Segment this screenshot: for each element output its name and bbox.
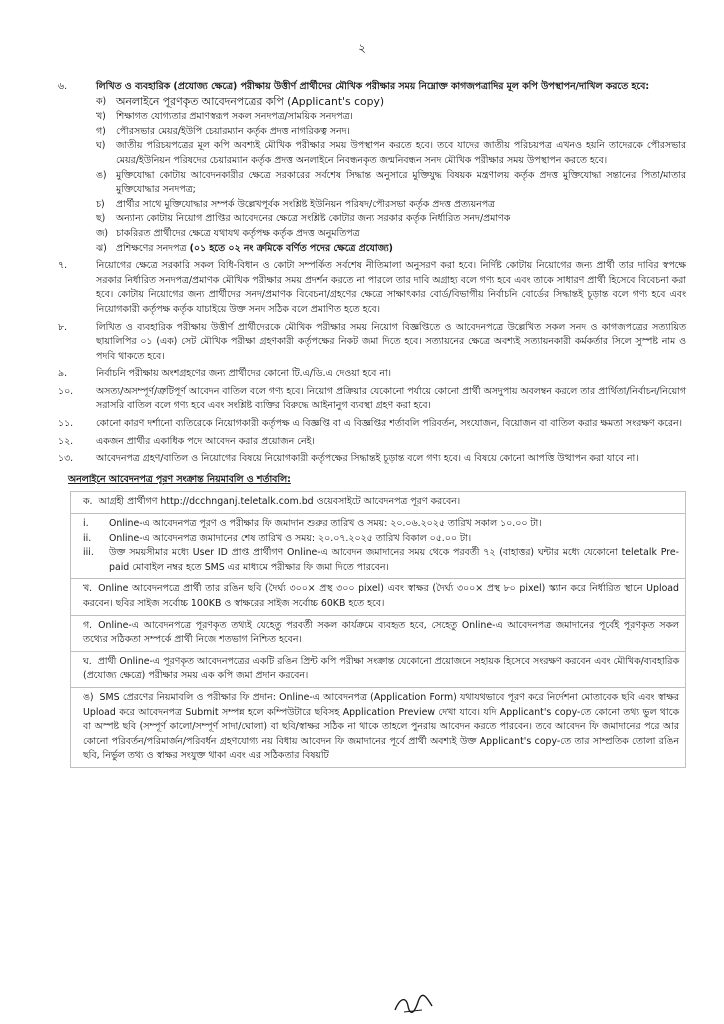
date-row <box>83 517 679 532</box>
sub-item <box>96 169 686 198</box>
clause-6 <box>52 80 686 256</box>
rule-text: SMS প্রেরণের নিয়মাবলি ও পরীক্ষার ফি প্রদান: Online-এ আবেদনপত্র (Application Form) যথাযথভাবে পূরণ করে নির্দেশনা মোতাবেক ছবি এবং স্বাক্ষর Upload করে আবেদনপত্র Submit সম্পন্ন হলে কম্পিউটারে ছবিসহ Application Preview দেখা যাবে। যদি Applicant's copy-তে কোনো তথ্য ভুল থাকে বা অস্পষ্ট ছবি (সম্পূর্ণ কালো/সম্পূর্ণ সাদা/ঘোলা) বা ছবি/স্বাক্ষর সঠিক না থাকে তাহলে পুনরায় আবেদন করতে পারবেন। তবে আবেদন ফি জমাদানের পরে আর কোনো পরিবর্তন/পরিমার্জন/পরিবর্ধন গ্রহণযোগ্য নয় বিধায় আবেদন ফি জমাদানের পূর্বে প্রার্থী অবশ্যই উক্ত Applicant's copy-তে তার সাম্প্রতিক তোলা রঙিন ছবি, নির্ভুল তথ্য ও স্বাক্ষর সংযুক্ত থাকা এবং এর সঠিকতার বিষয়টি <box>83 691 679 762</box>
sub-label: ঘ) <box>96 140 106 152</box>
sub-label: গ) <box>96 125 106 137</box>
sub-label: ঙ) <box>96 169 107 181</box>
rule-text: Online আবেদনপত্রে প্রার্থী তার রঙিন ছবি (দৈর্ঘ্য ৩০০× প্রস্থ ৩০০ pixel) এবং স্বাক্ষর (দৈর্ঘ্য ৩০০× প্রস্থ ৮০ pixel) স্ক্যান করে নির্ধারিত স্থানে Upload করবেন। ছবির সাইজ সর্বোচ্চ 100KB ও স্বাক্ষরের সাইজ সর্বোচ্চ 60KB হতে হবে। <box>83 583 679 609</box>
clause-text: নির্বাচনি পরীক্ষায় অংশগ্রহণের জন্য প্রার্থীদের কোনো টি.এ/ডি.এ দেওয়া হবে না। <box>96 368 392 380</box>
clause-text: আবেদনপত্র গ্রহণ/বাতিল ও নিয়োগের বিষয়ে নিয়োগকারী কর্তৃপক্ষের সিদ্ধান্তই চূড়ান্ত বলে গণ্য হবে। এ বিষয়ে কোনো আপত্তি উত্থাপন করা যাবে না। <box>96 453 639 465</box>
rules-heading: অনলাইনে আবেদনপত্র পূরণ সংক্রান্ত নিয়মাবলি ও শর্তাবলি: <box>68 473 291 485</box>
sub-item <box>96 139 686 168</box>
rule-label: গ. <box>83 619 93 631</box>
clause-11 <box>52 417 686 432</box>
clause-number: ১২. <box>58 435 74 447</box>
roman-label: iii. <box>83 547 94 559</box>
clause-number: ১০. <box>58 385 74 397</box>
sub-text: মুক্তিযোদ্ধা কোটায় আবেদনকারীর ক্ষেত্রে সরকারের সর্বশেষ সিদ্ধান্ত অনুসারে মুক্তিযুদ্ধ বিষয়ক মন্ত্রণালয় কর্তৃক প্রদত্ত মুক্তিযোদ্ধা সন্তানের পিতা/মাতার মুক্তিযোদ্ধার সনদপত্র; <box>116 169 686 196</box>
sub-label: ছ) <box>96 213 106 225</box>
date-row <box>83 546 679 575</box>
rule-text: Online-এ আবেদনপত্রে পূরণকৃত তথ্যই যেহেতু পরবর্তী সকল কার্যক্রমে ব্যবহৃত হবে, সেহেতু Online-এ আবেদনপত্র জমাদানের পূর্বেই পূরণকৃত সকল তথ্যের সঠিকতা সম্পর্কে প্রার্থী নিজে শতভাগ নিশ্চিত হবেন। <box>83 619 679 646</box>
roman-text: Online-এ আবেদনপত্র পূরণ ও পরীক্ষার ফি জমাদান শুরুর তারিখ ও সময়: ২০.০৬.২০২৫ তারিখ সকাল ১০.০০ টা। <box>109 518 542 530</box>
sub-label: চ) <box>96 198 105 210</box>
clause-text: লিখিত ও ব্যবহারিক (প্রযোজ্য ক্ষেত্রে) পরীক্ষায় উত্তীর্ণ প্রার্থীদের মৌখিক পরীক্ষার সময় নিম্নোক্ত কাগজপত্রাদির মূল কপি উপস্থাপন/দাখিল করতে হবে: <box>96 81 650 92</box>
sub-label: ক) <box>96 95 107 107</box>
clause-number: ৯. <box>58 368 68 380</box>
sub-label: খ) <box>96 111 106 123</box>
clause-number: ১১. <box>58 418 74 430</box>
sub-item <box>96 110 686 125</box>
rule-text: আগ্রহী প্রার্থীগণ http://dcchnganj.teletalk.com.bd ওয়েবসাইটে আবেদনপত্র পূরণ করবেন। <box>98 496 461 508</box>
sub-text-bold: (০১ হতে ০২ নং ক্রমিকে বর্ণিত পদের ক্ষেত্রে প্রযোজ্য) <box>186 242 393 254</box>
clause-8 <box>52 321 686 365</box>
sub-text: অন্যান্য কোটায় নিয়োগ প্রাপ্তির আবেদনের ক্ষেত্রে সংশ্লিষ্ট কোটার জন্য সরকার কর্তৃক নির্ধারিত সনদ/প্রমাণক <box>116 213 511 225</box>
clause-7 <box>52 259 686 317</box>
clause-text: নিয়োগের ক্ষেত্রে সরকারি সকল বিধি-বিধান ও কোটা সম্পর্কিত সর্বশেষ নীতিমালা অনুসরণ করা হবে। নির্দিষ্ট কোটায় নিয়োগের জন্য প্রার্থী তার দাবির স্বপক্ষে সরকার নির্ধারিত সনদপত্র/প্রমাণক মৌখিক পরীক্ষার সময় প্রদর্শন করতে না পারলে তার দাবি অগ্রাহ্য বলে গণ্য হবে এবং তাকে সাধারণ প্রার্থী হিসেবে বিবেচনা করা হবে। কোটায় নিয়োগের জন্য প্রার্থীদের সনদ/প্রমাণক বিবেচনা/গ্রহণের ক্ষেত্রে সাক্ষাৎকার বোর্ড/বিভাগীয় নির্বাচনি বোর্ডের সিদ্ধান্তই চূড়ান্ত বলে গণ্য হবে এবং নিয়োগকারী কর্তৃপক্ষ কর্তৃক যাচাইয়ে উক্ত সনদ সঠিক বলে প্রমাণিত হতে হবে। <box>96 260 686 315</box>
rule-umo <box>70 688 686 768</box>
sub-text: জাতীয় পরিচয়পত্রের মূল কপি অবশ্যই মৌখিক পরীক্ষার সময় উপস্থাপন করতে হবে। তবে যাদের জাতীয় পরিচয়পত্র এখনও হয়নি তাদেরকে পৌরসভার মেয়র/ইউনিয়ন পরিষদের চেয়ারম্যান কর্তৃক প্রদত্ত অনলাইনে নিবন্ধনকৃত জন্মনিবন্ধন সনদ মৌখিক পরীক্ষার সময় উপস্থাপন করতে হবে। <box>116 140 686 166</box>
document-body <box>52 80 686 768</box>
signature-mark <box>392 992 436 1018</box>
sub-text: পৌরসভার মেয়র/ইউপি চেয়ারম্যান কর্তৃক প্রদত্ত নাগরিকত্ব সনদ। <box>116 125 350 137</box>
clause-text: একজন প্রার্থীর একাধিক পদে আবেদন করার প্রয়োজন নেই। <box>96 435 315 447</box>
roman-label: i. <box>83 518 89 530</box>
clause-number: ৮. <box>58 321 68 333</box>
sub-item <box>96 242 686 257</box>
sub-item <box>96 95 686 111</box>
clause-12 <box>52 435 686 450</box>
sub-text: শিক্ষাগত যোগ্যতার প্রমাণস্বরূপ সকল সনদপত্র/সাময়িক সনদপত্র। <box>116 111 353 123</box>
rule-dates <box>70 514 686 579</box>
rule-label: ক. <box>83 496 93 508</box>
clause-text: লিখিত ও ব্যবহারিক পরীক্ষায় উত্তীর্ণ প্রার্থীদেরকে মৌখিক পরীক্ষার সময় নিয়োগ বিজ্ঞপ্তিতে ও আবেদনপত্রে উল্লেখিত সকল সনদ ও কাগজপত্রের সত্যায়িত ছায়ালিপির ০১ (এক) সেট মৌখিক পরীক্ষা গ্রহণকারী কর্তৃপক্ষের নিকট জমা দিতে হবে। সত্যায়নের ক্ষেত্রে অবশ্যই সত্যায়নকারী কর্মকর্তার সিলে সুস্পষ্ট নাম ও পদবি থাকতে হবে। <box>96 321 686 362</box>
roman-text: উক্ত সময়সীমার মধ্যে User ID প্রাপ্ত প্রার্থীগণ Online-এ আবেদন জমাদানের সময় থেকে পরবর্তী ৭২ (বাহাত্তর) ঘন্টার মধ্যে যেকোনো teletalk Pre-paid মোবাইল নম্বর হতে SMS এর মাধ্যমে পরীক্ষার ফি জমা দিতে পারবেন। <box>109 547 679 573</box>
rule-kha <box>70 579 686 615</box>
sub-item <box>96 212 686 227</box>
sub-item <box>96 198 686 213</box>
rule-gha <box>70 652 686 688</box>
sub-label: জ) <box>96 227 109 239</box>
sub-item <box>96 227 686 242</box>
roman-label: ii. <box>83 532 92 544</box>
rule-label: খ. <box>83 583 93 595</box>
sub-text: অনলাইনে পূরণকৃত আবেদনপত্রের কপি (Applicant's copy) <box>116 94 385 108</box>
sub-text: প্রশিক্ষণের সনদপত্র <box>116 242 187 254</box>
clause-13 <box>52 452 686 467</box>
clause-text: অসত্য/অসম্পূর্ণ/ত্রুটিপূর্ণ আবেদন বাতিল বলে গণ্য হবে। নিয়োগ প্রক্রিয়ার যেকোনো পর্যায়ে কোনো প্রার্থী অসদুপায় অবলম্বন করলে তার প্রার্থিতা/নির্বাচন/নিয়োগ সরাসরি বাতিল বলে গণ্য হবে এবং সংশ্লিষ্ট ব্যক্তির বিরুদ্ধে আইনানুগ ব্যবস্থা গ্রহণ করা হবে। <box>96 385 687 412</box>
rule-label: ঘ. <box>83 655 92 667</box>
clause-10 <box>52 385 686 414</box>
clause-9 <box>52 367 686 382</box>
sub-item <box>96 125 686 140</box>
clause-number: ৭. <box>58 260 68 272</box>
clause-number: ১৩. <box>58 453 74 465</box>
date-row <box>83 532 679 547</box>
rule-text: প্রার্থী Online-এ পূরণকৃত আবেদনপত্রের একটি রঙিন প্রিন্ট কপি পরীক্ষা সংক্রান্ত যেকোনো প্রয়োজনে সহায়ক হিসেবে সংরক্ষণ করবেন এবং মৌখিক/ব্যবহারিক (প্রযোজ্য ক্ষেত্রে) পরীক্ষার সময় এক কপি জমা প্রদান করবেন। <box>83 655 679 682</box>
rule-ga <box>70 616 686 652</box>
clause-text: কোনো কারণ দর্শানো ব্যতিরেকে নিয়োগকারী কর্তৃপক্ষ এ বিজ্ঞপ্তি বা এ বিজ্ঞপ্তির শর্তাবলি পরিবর্তন, সংযোজন, বিয়োজন বা বাতিল করার ক্ষমতা সংরক্ষণ করেন। <box>96 418 682 430</box>
sub-text: প্রার্থীর সাথে মুক্তিযোদ্ধার সম্পর্ক উল্লেখপূর্বক সংশ্লিষ্ট ইউনিয়ন পরিষদ/পৌরসভা কর্তৃক প্রদত্ত প্রত্যয়নপত্র <box>116 198 495 210</box>
clause-number: ৬. <box>58 81 68 92</box>
roman-text: Online-এ আবেদনপত্র জমাদানের শেষ তারিখ ও সময়: ২০.০৭.২০২৫ তারিখ বিকাল ০৫.০০ টা। <box>109 532 472 544</box>
page-number: ২ <box>358 41 366 55</box>
sub-text: চাকরিরত প্রার্থীদের ক্ষেত্রে যথাযথ কর্তৃপক্ষ কর্তৃক প্রদত্ত অনুমতিপত্র <box>116 227 360 239</box>
sub-label: ঝ) <box>96 242 107 254</box>
rule-label: ঙ) <box>83 691 94 703</box>
rule-ka <box>70 491 686 514</box>
